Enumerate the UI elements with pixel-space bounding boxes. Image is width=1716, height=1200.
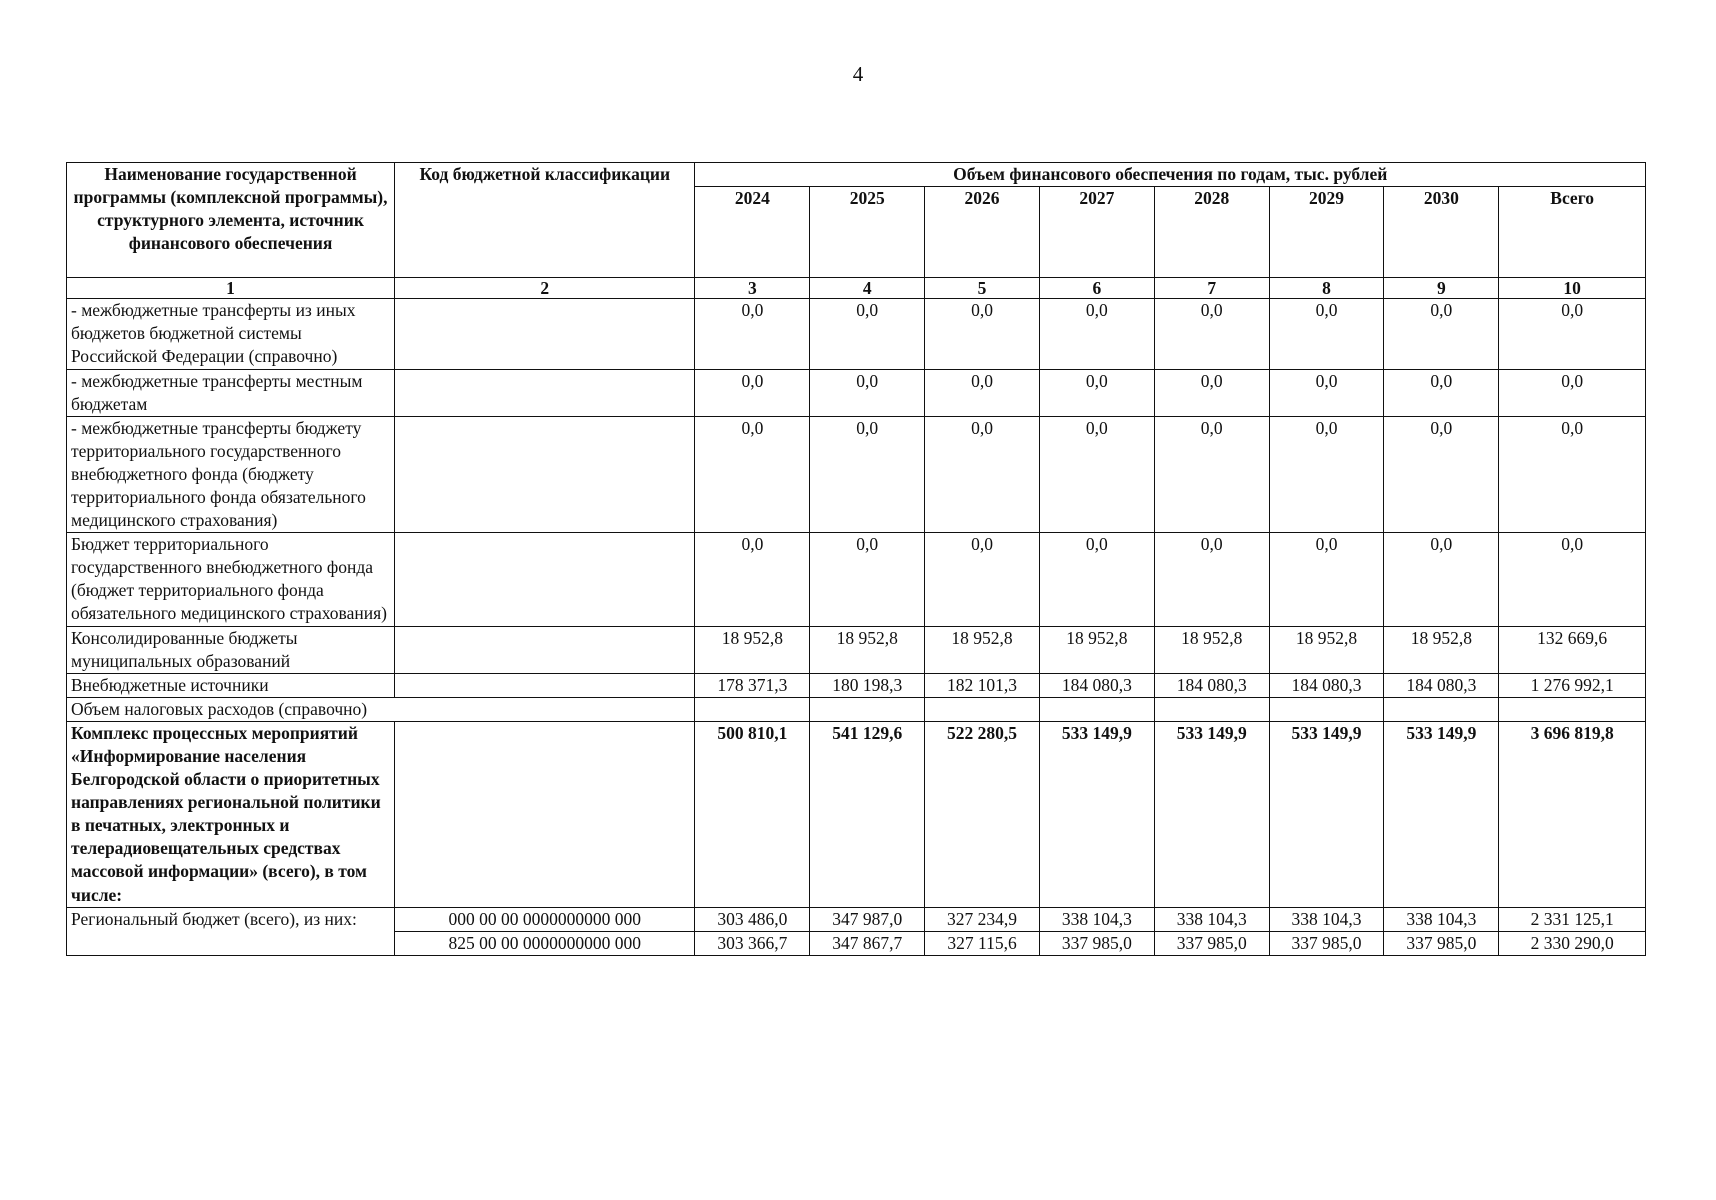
row-code (395, 416, 695, 532)
row-total: 2 331 125,1 (1499, 907, 1646, 931)
row-value: 303 366,7 (695, 931, 810, 955)
row-code (395, 673, 695, 697)
header-code: Код бюджетной классификации (395, 163, 695, 278)
header-name: Наименование государственной программы (комплексной программы), структурного элемента, источник финансового обеспечения (67, 163, 395, 278)
table-row (67, 697, 1646, 721)
table-row (67, 721, 1646, 907)
row-value: 347 987,0 (810, 907, 925, 931)
row-value: 0,0 (925, 533, 1040, 626)
header-row (67, 163, 1646, 187)
row-name: - межбюджетные трансферты местным бюджетам (67, 369, 395, 416)
row-value: 0,0 (1384, 416, 1499, 532)
row-value: 0,0 (1154, 369, 1269, 416)
row-value (925, 697, 1040, 721)
row-value: 0,0 (1269, 416, 1384, 532)
row-total (1499, 697, 1646, 721)
row-value: 338 104,3 (1154, 907, 1269, 931)
row-name: Бюджет территориального государственного внебюджетного фонда (бюджет территориального фонда обязательного медицинского страхования) (67, 533, 395, 626)
row-code (395, 369, 695, 416)
page-number: 4 (852, 62, 864, 86)
row-value: 0,0 (810, 299, 925, 369)
row-value: 533 149,9 (1384, 721, 1499, 907)
row-value: 18 952,8 (1154, 626, 1269, 673)
row-value (1384, 697, 1499, 721)
row-value: 337 985,0 (1269, 931, 1384, 955)
row-value: 0,0 (1269, 533, 1384, 626)
header-year: 2026 (925, 187, 1040, 278)
table-row (67, 369, 1646, 416)
row-value: 182 101,3 (925, 673, 1040, 697)
row-value: 184 080,3 (1384, 673, 1499, 697)
row-code (395, 721, 695, 907)
row-value: 180 198,3 (810, 673, 925, 697)
row-value: 337 985,0 (1154, 931, 1269, 955)
row-value: 533 149,9 (1269, 721, 1384, 907)
row-total: 0,0 (1499, 299, 1646, 369)
row-value: 18 952,8 (925, 626, 1040, 673)
header-year: 2030 (1384, 187, 1499, 278)
row-value: 338 104,3 (1384, 907, 1499, 931)
row-name: Комплекс процессных мероприятий «Информирование населения Белгородской области о приоритетных направлениях региональной политики в печатных, электронных и телерадиовещательных средствах массовой информации» (всего), в том числе: (67, 721, 395, 907)
row-code: 825 00 00 0000000000 000 (395, 931, 695, 955)
row-value: 0,0 (1384, 299, 1499, 369)
row-total: 0,0 (1499, 416, 1646, 532)
row-value: 18 952,8 (695, 626, 810, 673)
row-value: 303 486,0 (695, 907, 810, 931)
row-value: 0,0 (1384, 533, 1499, 626)
column-number: 10 (1499, 278, 1646, 299)
row-value: 0,0 (925, 299, 1040, 369)
row-value: 0,0 (810, 416, 925, 532)
column-number: 4 (810, 278, 925, 299)
row-value: 0,0 (1039, 533, 1154, 626)
row-name: - межбюджетные трансферты бюджету территориального государственного внебюджетного фонда (бюджету территориального фонда обязательного медицинского страхования) (67, 416, 395, 532)
row-name: Внебюджетные источники (67, 673, 395, 697)
header-year: 2027 (1039, 187, 1154, 278)
header-year: 2025 (810, 187, 925, 278)
row-value: 178 371,3 (695, 673, 810, 697)
row-value: 0,0 (695, 533, 810, 626)
row-value: 0,0 (925, 369, 1040, 416)
row-value: 184 080,3 (1039, 673, 1154, 697)
row-value: 0,0 (695, 416, 810, 532)
row-value: 0,0 (1269, 369, 1384, 416)
row-value (1154, 697, 1269, 721)
row-value: 0,0 (1154, 416, 1269, 532)
table-row (67, 416, 1646, 532)
header-year: 2028 (1154, 187, 1269, 278)
row-value: 0,0 (1384, 369, 1499, 416)
row-value: 533 149,9 (1039, 721, 1154, 907)
table-row (67, 673, 1646, 697)
row-total: 1 276 992,1 (1499, 673, 1646, 697)
row-value: 184 080,3 (1269, 673, 1384, 697)
row-value (810, 697, 925, 721)
row-value: 541 129,6 (810, 721, 925, 907)
row-value: 18 952,8 (810, 626, 925, 673)
row-value: 0,0 (810, 533, 925, 626)
row-total: 2 330 290,0 (1499, 931, 1646, 955)
row-value: 338 104,3 (1269, 907, 1384, 931)
row-value: 0,0 (1039, 369, 1154, 416)
row-total: 132 669,6 (1499, 626, 1646, 673)
row-value: 18 952,8 (1039, 626, 1154, 673)
row-code (395, 299, 695, 369)
row-code: 000 00 00 0000000000 000 (395, 907, 695, 931)
row-value (1269, 697, 1384, 721)
row-value: 0,0 (1039, 416, 1154, 532)
header-year: 2024 (695, 187, 810, 278)
row-total: 3 696 819,8 (1499, 721, 1646, 907)
row-name: Объем налоговых расходов (справочно) (67, 697, 695, 721)
row-value: 0,0 (695, 369, 810, 416)
row-name: Региональный бюджет (всего), из них: (67, 907, 395, 955)
row-value: 18 952,8 (1384, 626, 1499, 673)
row-total: 0,0 (1499, 369, 1646, 416)
financing-table (66, 162, 1646, 956)
column-number: 7 (1154, 278, 1269, 299)
row-value: 522 280,5 (925, 721, 1040, 907)
row-code (395, 626, 695, 673)
row-value: 533 149,9 (1154, 721, 1269, 907)
row-value (695, 697, 810, 721)
row-value: 0,0 (1154, 299, 1269, 369)
row-value: 338 104,3 (1039, 907, 1154, 931)
column-number: 8 (1269, 278, 1384, 299)
row-total: 0,0 (1499, 533, 1646, 626)
header-year: 2029 (1269, 187, 1384, 278)
row-value: 0,0 (1154, 533, 1269, 626)
row-value: 327 234,9 (925, 907, 1040, 931)
row-value (1039, 697, 1154, 721)
row-value: 337 985,0 (1039, 931, 1154, 955)
row-code (395, 533, 695, 626)
row-value: 347 867,7 (810, 931, 925, 955)
column-numbers-row (67, 278, 1646, 299)
column-number: 1 (67, 278, 395, 299)
row-value: 500 810,1 (695, 721, 810, 907)
table-row (67, 907, 1646, 931)
row-value: 0,0 (810, 369, 925, 416)
column-number: 9 (1384, 278, 1499, 299)
row-value: 0,0 (925, 416, 1040, 532)
header-volume: Объем финансового обеспечения по годам, тыс. рублей (695, 163, 1646, 187)
table-row (67, 299, 1646, 369)
header-total: Всего (1499, 187, 1646, 278)
row-value: 337 985,0 (1384, 931, 1499, 955)
column-number: 6 (1039, 278, 1154, 299)
column-number: 2 (395, 278, 695, 299)
row-value: 18 952,8 (1269, 626, 1384, 673)
row-value: 0,0 (1039, 299, 1154, 369)
row-name: Консолидированные бюджеты муниципальных образований (67, 626, 395, 673)
column-number: 5 (925, 278, 1040, 299)
column-number: 3 (695, 278, 810, 299)
row-value: 327 115,6 (925, 931, 1040, 955)
row-value: 0,0 (1269, 299, 1384, 369)
table-row (67, 533, 1646, 626)
row-value: 0,0 (695, 299, 810, 369)
table-row (67, 626, 1646, 673)
row-name: - межбюджетные трансферты из иных бюджетов бюджетной системы Российской Федерации (справочно) (67, 299, 395, 369)
row-value: 184 080,3 (1154, 673, 1269, 697)
